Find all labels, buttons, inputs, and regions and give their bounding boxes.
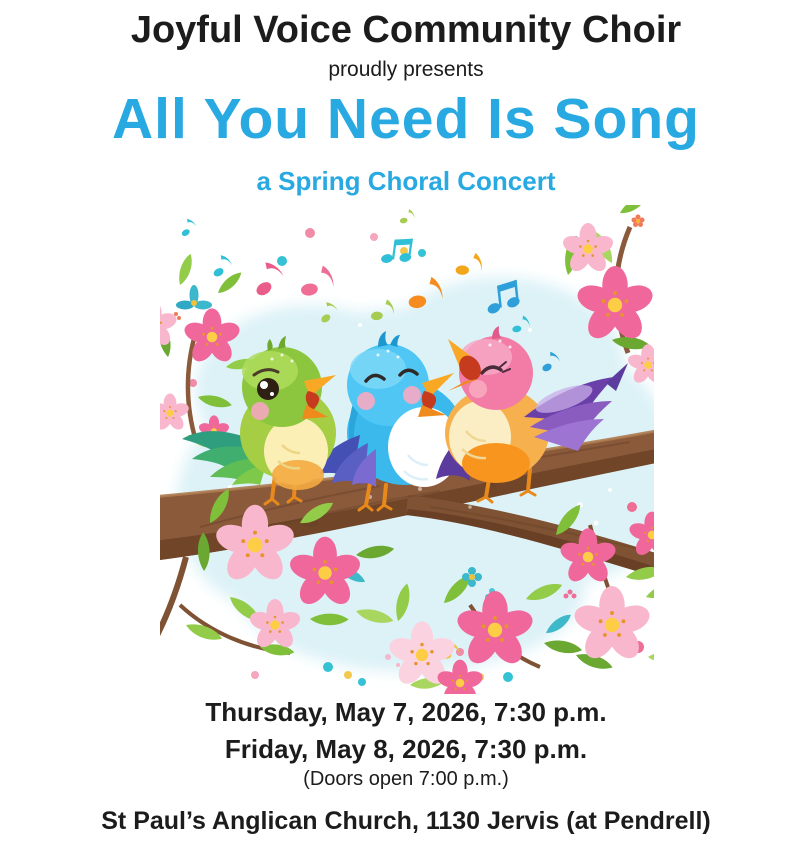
choir-name: Joyful Voice Community Choir — [130, 9, 682, 51]
venue-line: St Paul’s Anglican Church, 1130 Jervis (at Pendrell) — [101, 807, 711, 835]
concert-subtitle: a Spring Choral Concert — [256, 166, 556, 196]
concert-title: All You Need Is Song — [112, 87, 700, 151]
tagline: proudly presents — [328, 58, 484, 81]
doors-note: (Doors open 7:00 p.m.) — [303, 768, 509, 790]
birds-illustration — [160, 205, 654, 694]
date-line-thursday: Thursday, May 7, 2026, 7:30 p.m. — [205, 697, 607, 727]
date-line-friday: Friday, May 8, 2026, 7:30 p.m. — [224, 734, 588, 764]
